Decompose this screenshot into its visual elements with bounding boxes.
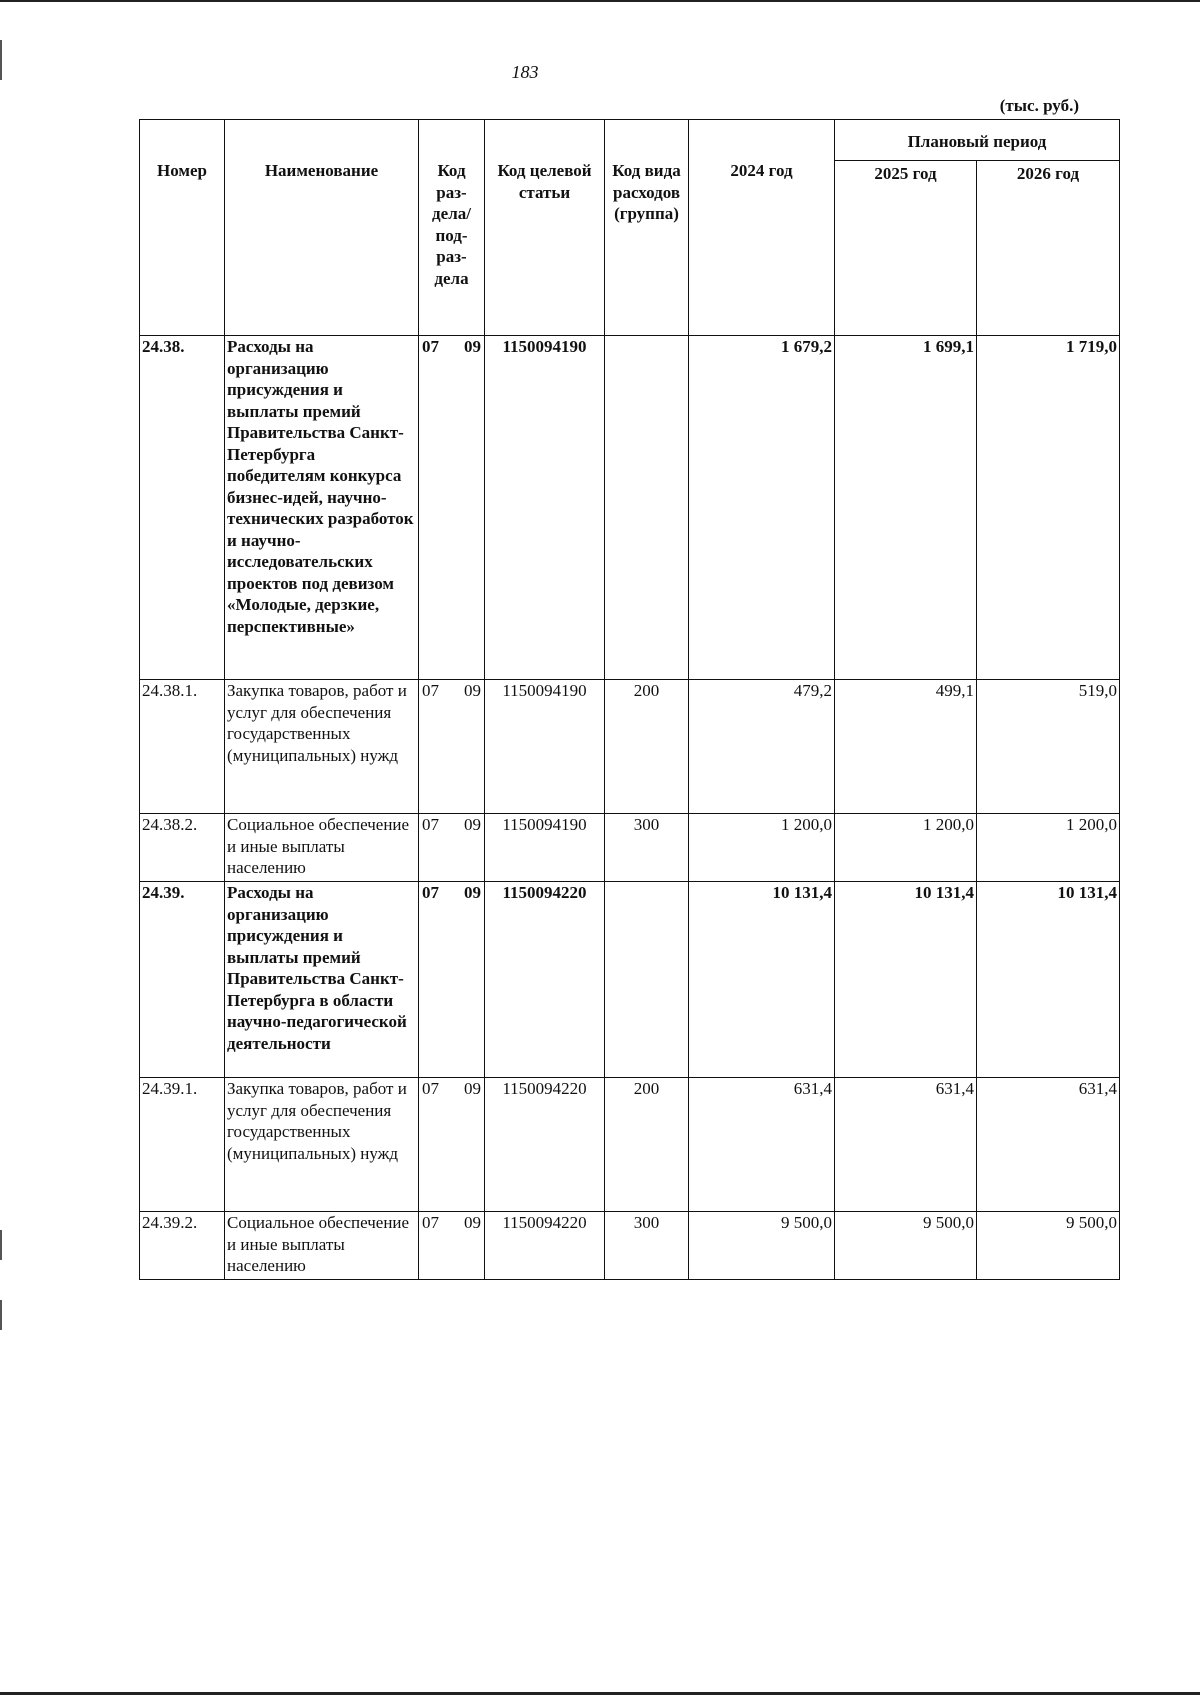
- subsection-code: 09: [464, 681, 481, 700]
- header-planned-period: Плановый период: [835, 120, 1120, 161]
- section-code: 07: [422, 883, 439, 902]
- row-2024-cell: 631,4: [689, 1078, 835, 1212]
- row-target-code-cell: 1150094220: [485, 1212, 605, 1280]
- row-target-code-cell: 1150094190: [485, 814, 605, 882]
- row-name-cell: Расходы на организацию присуждения и выплаты премий Правительства Санкт-Петербурга в области научно-педагогической деятельности: [225, 882, 419, 1078]
- row-section-cell: [419, 336, 485, 680]
- table-row: [140, 814, 1120, 882]
- row-2025-cell: 1 200,0: [835, 814, 977, 882]
- row-number-cell: 24.38.: [140, 336, 225, 680]
- row-name-cell: Социальное обеспечение и иные выплаты населению: [225, 814, 419, 882]
- row-2026-cell: 10 131,4: [977, 882, 1120, 1078]
- header-year-2025: 2025 год: [835, 161, 977, 336]
- table-row: [140, 336, 1120, 680]
- row-2025-cell: 10 131,4: [835, 882, 977, 1078]
- subsection-code: 09: [464, 337, 481, 356]
- row-2026-cell: 1 719,0: [977, 336, 1120, 680]
- subsection-code: 09: [464, 815, 481, 834]
- units-label: (тыс. руб.): [999, 96, 1079, 115]
- row-number-cell: 24.39.1.: [140, 1078, 225, 1212]
- row-2025-cell: 631,4: [835, 1078, 977, 1212]
- header-expense-type-code: Код вида расходов (группа): [605, 120, 689, 336]
- row-name-cell: Закупка товаров, работ и услуг для обеспечения государственных (муниципальных) нужд: [225, 1078, 419, 1212]
- page-number: 183: [511, 62, 539, 82]
- section-code: 07: [422, 337, 439, 356]
- subsection-code: 09: [464, 883, 481, 902]
- table-row: [140, 1078, 1120, 1212]
- header-target-code: Код целевой статьи: [485, 120, 605, 336]
- row-target-code-cell: 1150094190: [485, 680, 605, 814]
- row-number-cell: 24.39.: [140, 882, 225, 1078]
- row-2025-cell: 1 699,1: [835, 336, 977, 680]
- row-section-cell: [419, 680, 485, 814]
- row-target-code-cell: 1150094190: [485, 336, 605, 680]
- row-2025-cell: 499,1: [835, 680, 977, 814]
- row-name-cell: Расходы на организацию присуждения и выплаты премий Правительства Санкт-Петербурга победителям конкурса бизнес-идей, научно-технических разработок и научно-исследовательских проектов под девизом «Молодые, дерзкие, перспективные»: [225, 336, 419, 680]
- row-2024-cell: 1 200,0: [689, 814, 835, 882]
- section-code: 07: [422, 1079, 439, 1098]
- row-expense-type-cell: [605, 336, 689, 680]
- section-subsection-pair: [421, 882, 482, 904]
- header-section-code-text: Код раз-дела/ под-раз-дела: [432, 161, 471, 288]
- row-2026-cell: 9 500,0: [977, 1212, 1120, 1280]
- section-subsection-pair: [421, 680, 482, 702]
- table-row: [140, 1212, 1120, 1280]
- row-name-cell: Закупка товаров, работ и услуг для обеспечения государственных (муниципальных) нужд: [225, 680, 419, 814]
- section-subsection-pair: [421, 1212, 482, 1234]
- row-section-cell: [419, 1078, 485, 1212]
- row-expense-type-cell: 200: [605, 680, 689, 814]
- header-year-2024: 2024 год: [689, 120, 835, 336]
- row-section-cell: [419, 814, 485, 882]
- section-code: 07: [422, 681, 439, 700]
- section-subsection-pair: [421, 814, 482, 836]
- header-year-2026: 2026 год: [977, 161, 1120, 336]
- top-rule: [0, 0, 1200, 2]
- row-expense-type-cell: 200: [605, 1078, 689, 1212]
- table-header: [140, 120, 1120, 336]
- table-row: [140, 882, 1120, 1078]
- row-number-cell: 24.38.2.: [140, 814, 225, 882]
- scan-edge-mark: [0, 1230, 2, 1260]
- row-target-code-cell: 1150094220: [485, 882, 605, 1078]
- row-number-cell: 24.38.1.: [140, 680, 225, 814]
- header-name: Наименование: [225, 120, 419, 336]
- row-expense-type-cell: [605, 882, 689, 1078]
- row-2026-cell: 1 200,0: [977, 814, 1120, 882]
- subsection-code: 09: [464, 1213, 481, 1232]
- row-2024-cell: 1 679,2: [689, 336, 835, 680]
- row-name-cell: Социальное обеспечение и иные выплаты населению: [225, 1212, 419, 1280]
- header-section-code: [419, 120, 485, 336]
- scan-edge-mark: [0, 1300, 2, 1330]
- section-subsection-pair: [421, 336, 482, 358]
- section-code: 07: [422, 815, 439, 834]
- row-2024-cell: 9 500,0: [689, 1212, 835, 1280]
- row-expense-type-cell: 300: [605, 814, 689, 882]
- row-target-code-cell: 1150094220: [485, 1078, 605, 1212]
- row-2025-cell: 9 500,0: [835, 1212, 977, 1280]
- table-row: [140, 680, 1120, 814]
- budget-table: [139, 119, 1120, 1280]
- table-body: [140, 336, 1120, 1280]
- row-2026-cell: 519,0: [977, 680, 1120, 814]
- section-code: 07: [422, 1213, 439, 1232]
- row-2024-cell: 479,2: [689, 680, 835, 814]
- section-subsection-pair: [421, 1078, 482, 1100]
- row-section-cell: [419, 882, 485, 1078]
- row-number-cell: 24.39.2.: [140, 1212, 225, 1280]
- row-2026-cell: 631,4: [977, 1078, 1120, 1212]
- subsection-code: 09: [464, 1079, 481, 1098]
- row-expense-type-cell: 300: [605, 1212, 689, 1280]
- row-section-cell: [419, 1212, 485, 1280]
- header-number: Номер: [140, 120, 225, 336]
- row-2024-cell: 10 131,4: [689, 882, 835, 1078]
